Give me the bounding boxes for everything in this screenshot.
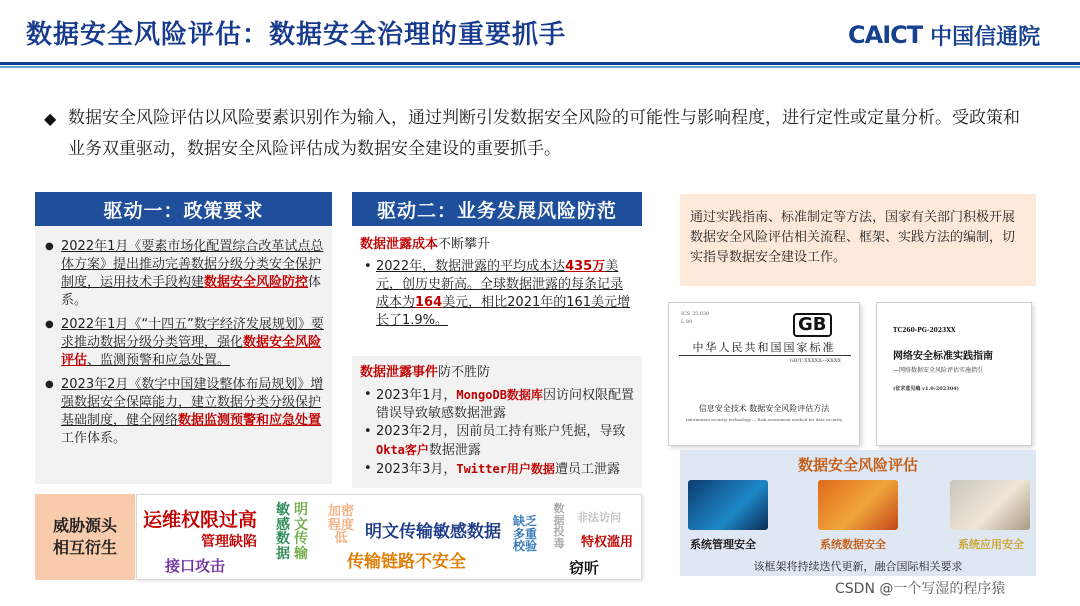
leak-cost-panel [352,232,642,340]
policy-item: ● 2023年2月《数字中国建设整体布局规划》增强数据安全保障能力，建立数据分类分级保护基础制度，健全网络数据监测预警和应急处置工作体系。 [43,376,324,448]
business-driver-header: 驱动二：业务发展风险防范 [352,192,642,226]
intro-text: 数据安全风险评估以风险要素识别作为输入，通过判断引发数据安全风险的可能性与影响程度，进行定性或定量分析。受政策和业务双重驱动，数据安全风险评估成为数据安全建设的重要抓手。 [68,108,1020,159]
logo-zh: 中国信通院 [930,24,1041,50]
doc1-cat: L 80 [681,319,693,325]
doc1-org: 中华人民共和国国家标准 [692,341,836,354]
practice-guide-document [876,302,1032,446]
leak-event-item: • 2023年3月，Twitter用户数据遭员工泄露 [360,460,634,479]
system-application-image [950,480,1030,530]
word-ops-privilege: 运维权限过高 [143,509,258,531]
leak-cost-item: • 2022年，数据泄露的平均成本达435万美元，创历史新高。全球数据泄露的每条记录成本为164美元，相比2021年的161美元增长了1.9%。 [360,258,634,330]
framework-title: 数据安全风险评估 [797,456,918,474]
word-no-multi-check: 缺乏多重校验 [512,514,537,554]
doc2-title: 网络安全标准实践指南 [893,351,993,362]
word-data-poisoning: 数据投毒 [553,502,565,550]
doc1-number: GB/T XXXXX—XXXX [789,358,841,364]
word-illegal-access: 非法访问 [577,511,621,524]
threat-source-box [35,494,135,580]
word-api-attack: 接口攻击 [165,557,226,575]
word-plaintext-transfer: 明文传输 [294,502,308,563]
standards-note: 通过实践指南、标准制定等方法，国家有关部门积极开展数据安全风险评估相关流程、框架、实践方法的编制，切实指导数据安全建设工作。 [680,194,1036,286]
framework-label-application: 系统应用安全 [958,538,1024,551]
doc1-ics: ICS 35.030 [681,311,710,317]
threat-line2: 相互衍生 [52,538,117,557]
leak-event-item: • 2023年2月，因前员工持有账户凭据，导致Okta客户数据泄露 [360,423,634,460]
csdn-watermark: CSDN @一个写湿的程序猿 [835,581,1006,597]
page-title: 数据安全风险评估：数据安全治理的重要抓手 [26,20,567,50]
doc2-version: (征求意见稿 v1.0-202304) [893,386,960,392]
risk-framework-panel [680,450,1036,576]
leak-events-title: 数据泄露事件防不胜防 [360,365,491,380]
diamond-bullet-icon: ◆ [44,109,57,128]
doc1-title: 信息安全技术 数据安全风险评估方法 [698,404,830,413]
framework-label-data: 系统数据安全 [820,538,886,551]
leak-event-item: • 2023年1月，MongoDB数据库因访问权限配置错误导致敏感数据泄露 [360,386,634,423]
word-insecure-link: 传输链路不安全 [347,552,466,572]
word-sensitive-data: 敏感数据 [276,502,290,563]
logo-en: CAICT [848,21,923,49]
word-encryption-low: 加密程度低 [327,504,354,547]
policy-item: ● 2022年1月《要素市场化配置综合改革试点总体方案》提出推动完善数据分级分类安全保护制度，运用技术手段构建数据安全风险防控体系。 [43,238,324,310]
header-divider [0,62,1080,65]
word-plaintext-sensitive: 明文传输敏感数据 [365,522,501,542]
word-mgmt-defect: 管理缺陷 [201,534,257,550]
policy-driver-header: 驱动一：政策要求 [35,192,332,226]
framework-label-management: 系统管理安全 [690,538,756,551]
doc1-title-en: Information security technology — Risk assessment method for data security [685,417,843,422]
doc2-code: TC260-PG-2023XX [893,327,956,334]
word-privilege-abuse: 特权滥用 [581,535,634,550]
system-data-image [818,480,898,530]
policy-item: ● 2022年1月《“十四五”数字经济发展规划》要求推动数据分级分类管理，强化数据安全风险评估、监测预警和应急处置。 [43,316,324,370]
doc1-rule [679,355,851,356]
threat-word-cloud [136,494,642,580]
gb-standard-document [668,302,860,446]
caict-logo [848,18,1040,52]
word-eavesdrop: 窃听 [569,559,600,577]
gb-logo: GB [793,313,832,337]
policy-driver-panel [35,226,332,484]
leak-events-panel [352,356,642,488]
framework-footer: 该框架将持续迭代更新，融合国际相关要求 [753,560,963,573]
threat-line1: 威胁源头 [52,516,117,535]
system-management-image [688,480,768,530]
header-divider-light [0,66,1080,68]
leak-cost-title: 数据泄露成本不断攀升 [360,237,491,252]
doc2-subtitle: —网络数据安全风险评估实施指引 [893,367,984,374]
intro-paragraph [44,103,1034,165]
